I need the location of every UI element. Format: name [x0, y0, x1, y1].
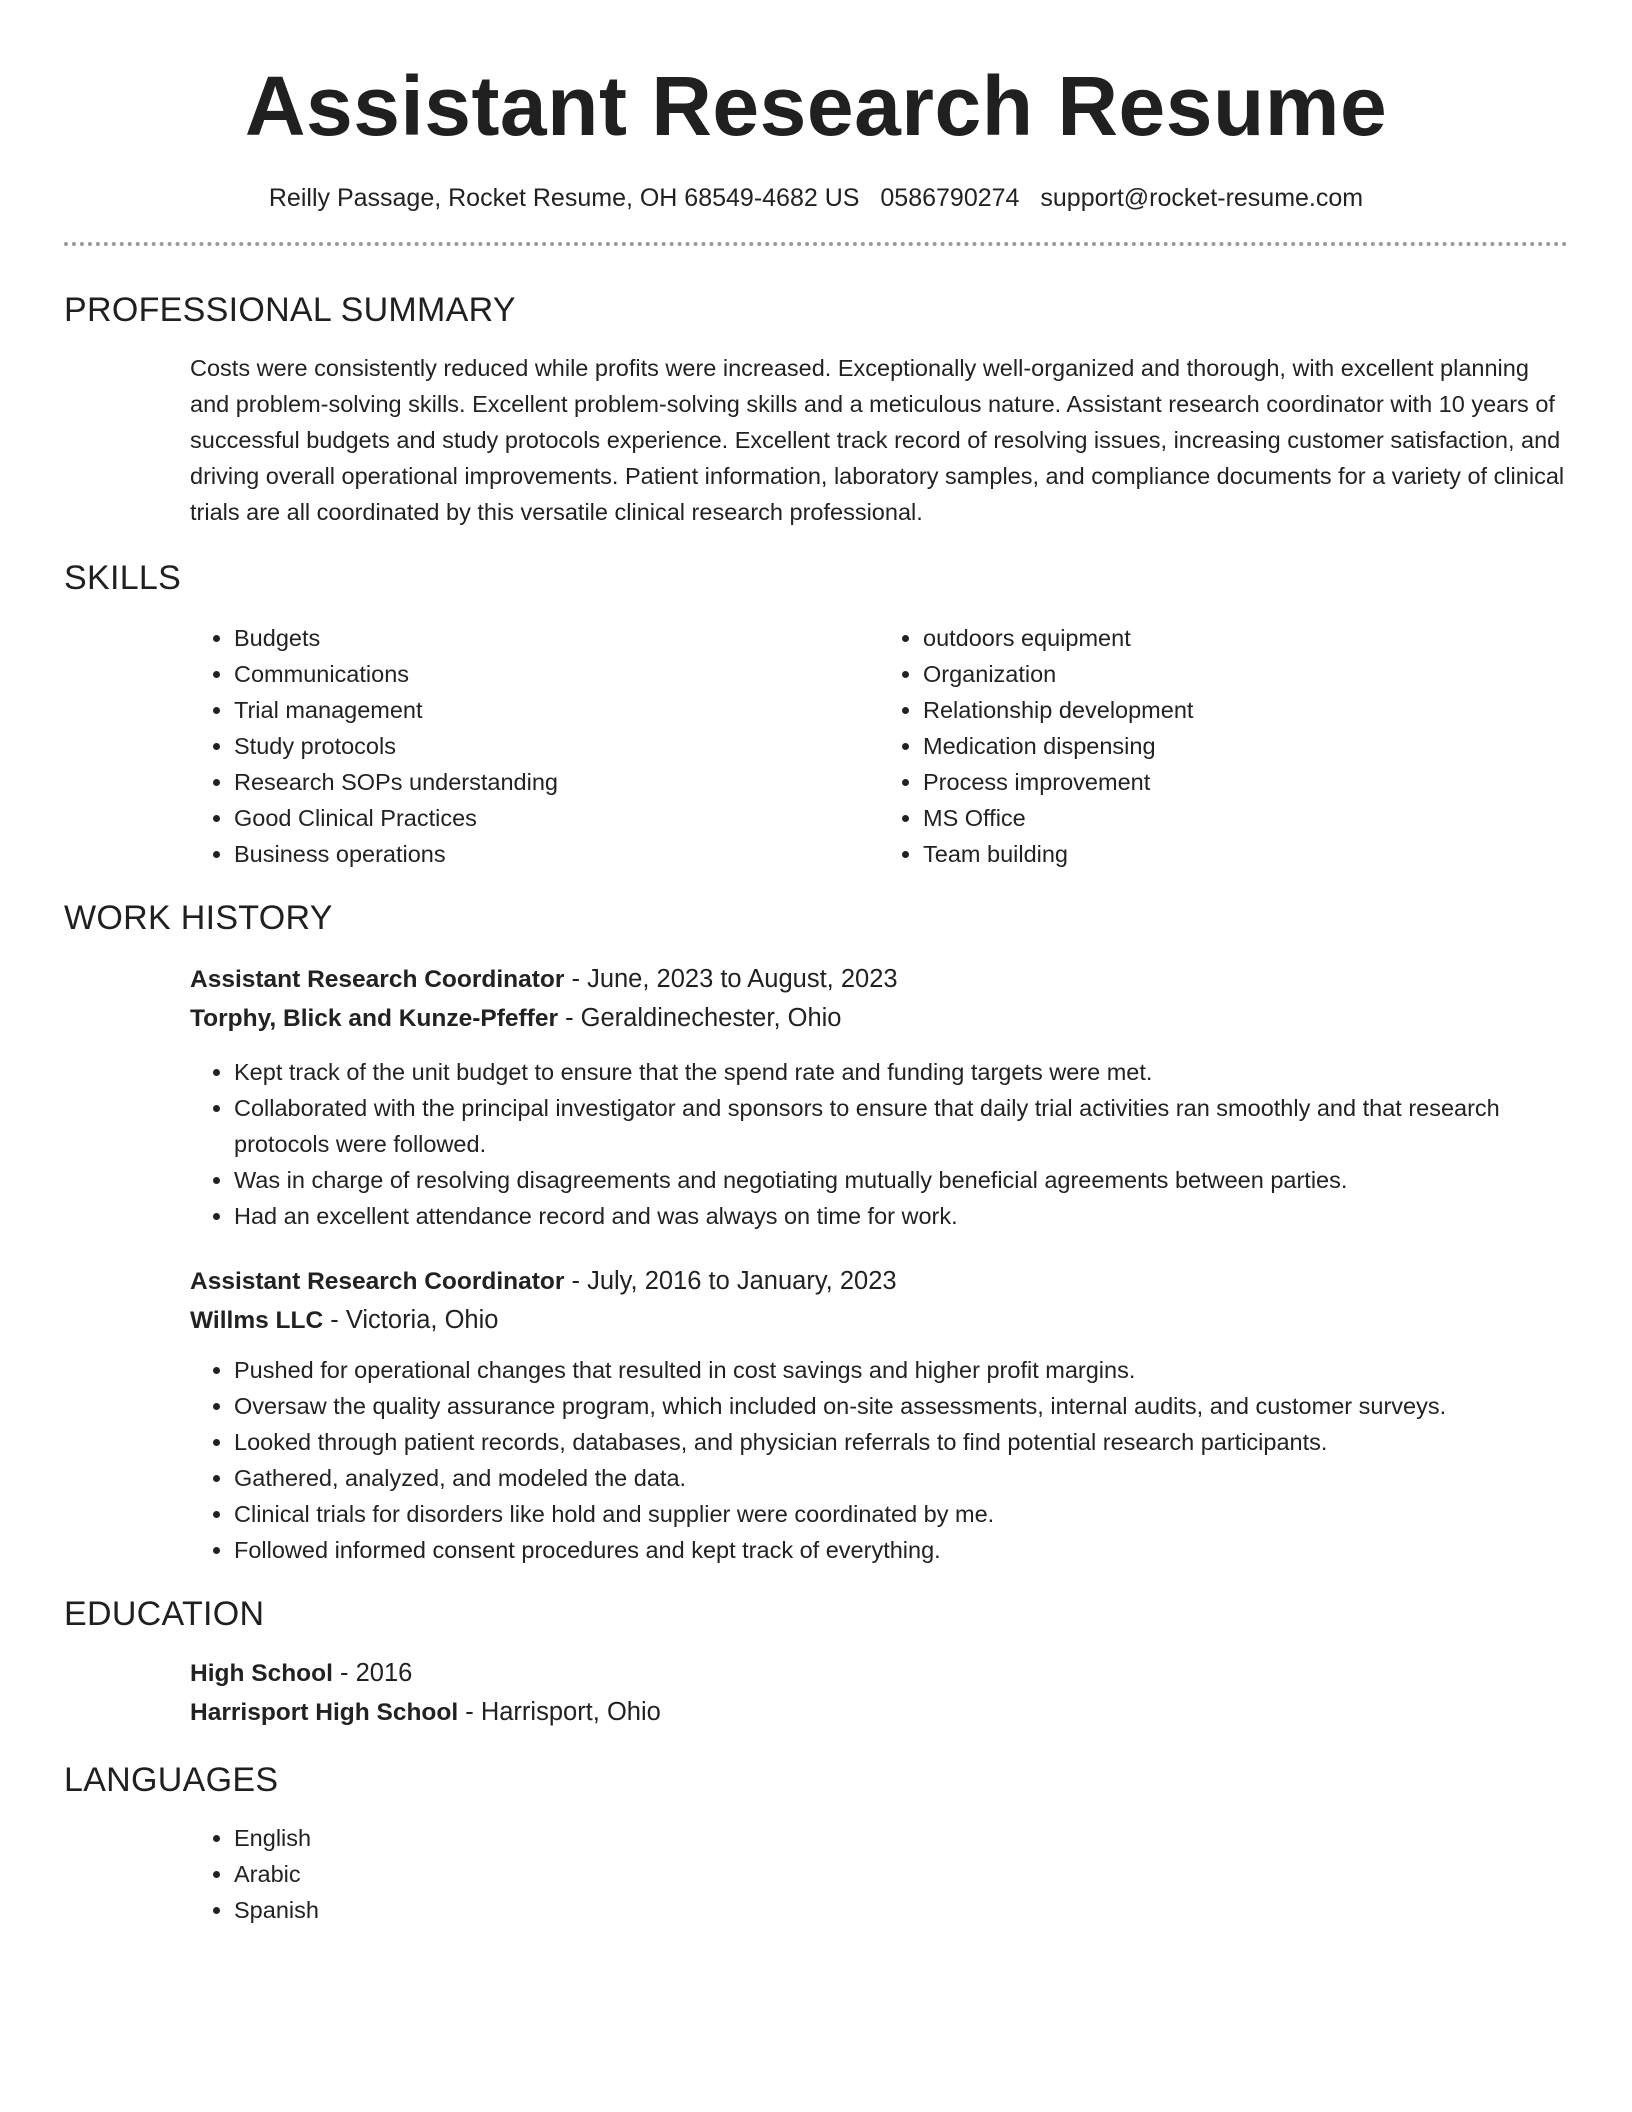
skills-list-right	[879, 620, 1568, 872]
job-duties-list	[190, 1352, 1568, 1568]
skills-heading: SKILLS	[64, 559, 182, 597]
job-title-line	[190, 960, 1568, 999]
summary-section	[190, 350, 1568, 530]
resume-title: Assistant Research Resume	[244, 59, 1388, 153]
contact-phone: 0586790274	[880, 184, 1020, 212]
job-role: Assistant Research Coordinator	[190, 966, 565, 993]
resume-page	[64, 0, 1568, 1928]
languages-heading: LANGUAGES	[64, 1761, 279, 1799]
skill-item: • MS Office	[923, 800, 1568, 836]
education-degree-line	[190, 1654, 1568, 1693]
job-location: - Victoria, Ohio	[323, 1306, 499, 1334]
skill-item: • Trial management	[234, 692, 879, 728]
job-company: Willms LLC	[190, 1307, 324, 1334]
skill-item: • Relationship development	[923, 692, 1568, 728]
job-duties-list	[190, 1054, 1568, 1234]
languages-list	[190, 1820, 1568, 1928]
skill-item: • Team building	[923, 836, 1568, 872]
job-duty: • Clinical trials for disorders like hold and supplier were coordinated by me.	[234, 1496, 1568, 1532]
education-school-line	[190, 1693, 1568, 1732]
job-dates: - June, 2023 to August, 2023	[564, 965, 898, 993]
language-item: • Arabic	[234, 1856, 1568, 1892]
job-duty: • Oversaw the quality assurance program, which included on-site assessments, internal audits, and customer surveys.	[234, 1388, 1568, 1424]
job-duty: • Was in charge of resolving disagreements and negotiating mutually beneficial agreements between parties.	[234, 1162, 1568, 1198]
job-duty: • Had an excellent attendance record and was always on time for work.	[234, 1198, 1568, 1234]
header-divider	[64, 242, 1568, 246]
summary-heading: PROFESSIONAL SUMMARY	[64, 291, 516, 329]
job-location: - Geraldinechester, Ohio	[558, 1004, 842, 1032]
skill-item: • Organization	[923, 656, 1568, 692]
job-company-line	[190, 1301, 1568, 1340]
language-item: • Spanish	[234, 1892, 1568, 1928]
skill-item: • Medication dispensing	[923, 728, 1568, 764]
language-item: • English	[234, 1820, 1568, 1856]
contact-email: support@rocket-resume.com	[1040, 184, 1364, 212]
job-title-line	[190, 1262, 1568, 1301]
skills-list-left	[190, 620, 879, 872]
skill-item: • Business operations	[234, 836, 879, 872]
skill-item: • outdoors equipment	[923, 620, 1568, 656]
job-duty: • Followed informed consent procedures and kept track of everything.	[234, 1532, 1568, 1568]
job-role: Assistant Research Coordinator	[190, 1268, 565, 1295]
job-duty: • Pushed for operational changes that resulted in cost savings and higher profit margins.	[234, 1352, 1568, 1388]
skills-section	[190, 620, 1568, 872]
education-school: Harrisport High School	[190, 1699, 459, 1726]
job-duty: • Collaborated with the principal investigator and sponsors to ensure that daily trial activities ran smoothly and that research protocols were followed.	[234, 1090, 1568, 1162]
skill-item: • Communications	[234, 656, 879, 692]
contact-line	[64, 182, 1568, 214]
summary-text: Costs were consistently reduced while profits were increased. Exceptionally well-organized and thorough, with excellent planning and problem-solving skills. Excellent problem-solving skills and a meticulous nature. Assistant research coordinator with 10 years of successful budgets and study protocols experience. Excellent track record of resolving issues, increasing customer satisfaction, and driving overall operational improvements. Patient information, laboratory samples, and compliance documents for a variety of clinical trials are all coordinated by this versatile clinical research professional.	[190, 355, 1565, 525]
job-company-line	[190, 999, 1568, 1038]
skill-item: • Research SOPs understanding	[234, 764, 879, 800]
education-heading: EDUCATION	[64, 1595, 265, 1633]
job-entry	[190, 1262, 1568, 1568]
job-entry	[190, 960, 1568, 1234]
languages-section	[190, 1820, 1568, 1928]
skill-item: • Budgets	[234, 620, 879, 656]
job-dates: - July, 2016 to January, 2023	[564, 1267, 897, 1295]
skill-item: • Study protocols	[234, 728, 879, 764]
education-year: - 2016	[332, 1659, 413, 1687]
job-duty: • Gathered, analyzed, and modeled the data.	[234, 1460, 1568, 1496]
education-location: - Harrisport, Ohio	[458, 1698, 661, 1726]
contact-address: Reilly Passage, Rocket Resume, OH 68549-4682 US	[268, 184, 860, 212]
skill-item: • Good Clinical Practices	[234, 800, 879, 836]
job-duty: • Looked through patient records, databases, and physician referrals to find potential research participants.	[234, 1424, 1568, 1460]
education-degree: High School	[190, 1660, 333, 1687]
education-entry	[190, 1654, 1568, 1732]
work-heading: WORK HISTORY	[64, 899, 333, 937]
job-duty: • Kept track of the unit budget to ensure that the spend rate and funding targets were met.	[234, 1054, 1568, 1090]
job-company: Torphy, Blick and Kunze-Pfeffer	[190, 1005, 558, 1032]
skill-item: • Process improvement	[923, 764, 1568, 800]
